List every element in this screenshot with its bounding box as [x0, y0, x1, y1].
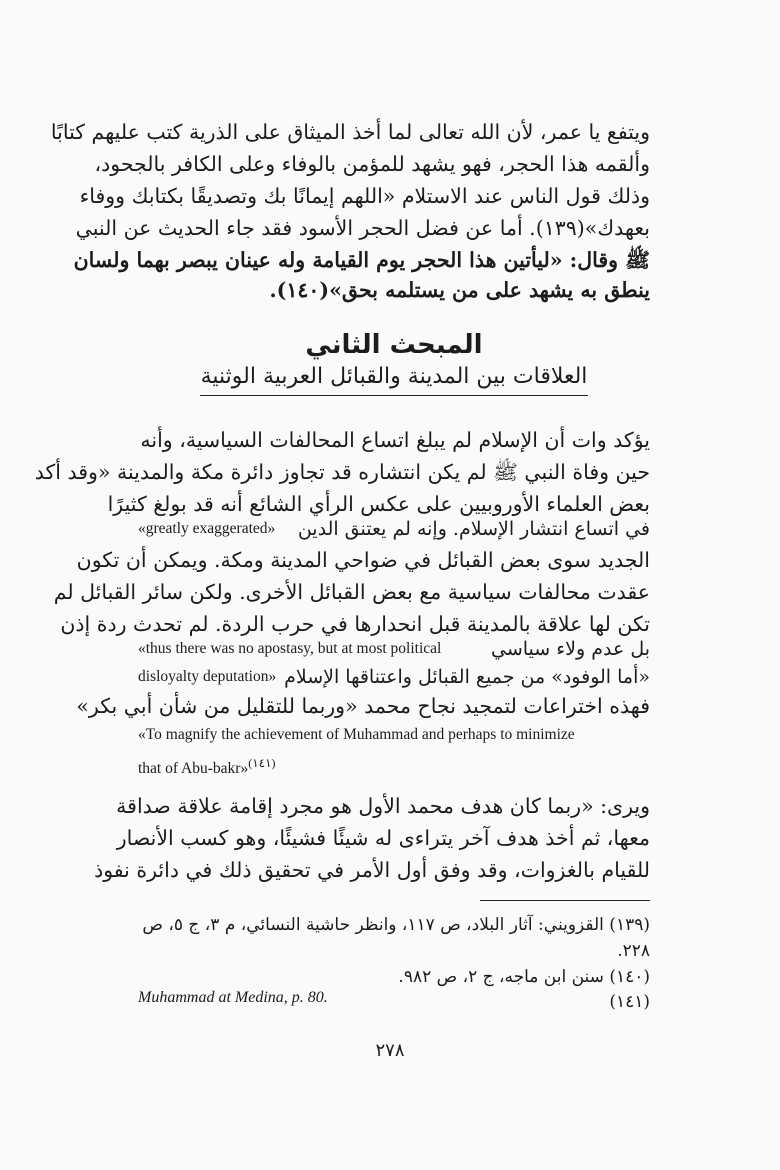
subtitle-underline [200, 395, 588, 396]
section-subtitle: العلاقات بين المدينة والقبائل العربية الوثنية [200, 364, 588, 389]
arabic-phrase: بل عدم ولاء سياسي [490, 638, 650, 660]
footnote-141-number: (١٤١) [609, 992, 650, 1012]
english-quote-line-2 [138, 752, 276, 780]
footnote-139-cont: ٢٢٨. [617, 941, 650, 961]
page-number: ٢٧٨ [375, 1040, 405, 1061]
para5-line-3: للقيام بالغزوات، وقد وفق أول الأمر في تحقيق ذلك في دائرة نفوذ [94, 858, 650, 882]
english-quote-text: that of Abu-bakr» [138, 760, 249, 778]
english-phrase: «greatly exaggerated» [138, 520, 276, 537]
footnote-ref-141: (١٤١) [248, 756, 276, 770]
english-phrase: disloyalty deputation» [138, 668, 277, 685]
para1-line-4: بعهدك»(١٣٩). أما عن فضل الحجر الأسود فقد جاء الحديث عن النبي [75, 216, 650, 240]
para1-line-2: وألقمه هذا الحجر، فهو يشهد للمؤمن بالوفاء وعلى الكافر بالجحود، [94, 152, 650, 176]
english-phrase: «thus there was no apostasy, but at most political [138, 640, 442, 657]
footnote-139: (١٣٩) القزويني: آثار البلاد، ص ١١٧، وانظر حاشية النسائي، م ٣، ج ٥، ص [142, 915, 650, 935]
para2-line-1: يؤكد وات أن الإسلام لم يبلغ اتساع المحالفات السياسية، وأنه [140, 428, 650, 452]
arabic-phrase: في اتساع انتشار الإسلام. وإنه لم يعتنق الدين [297, 518, 650, 540]
para3-line-1: الجديد سوى بعض القبائل في ضواحي المدينة ومكة. ويمكن أن تكون [76, 548, 650, 572]
para1-line-1: ويتفع يا عمر، لأن الله تعالى لما أخذ الميثاق على الذرية كتب عليهم كتابًا [50, 120, 650, 144]
para1-line-3: وذلك قول الناس عند الاستلام «اللهم إيمانًا بك وتصديقًا بكتابك ووفاء [79, 184, 650, 208]
footnote-140: (١٤٠) سنن ابن ماجه، ج ٢، ص ٩٨٢. [398, 967, 650, 987]
para4-line: فهذه اختراعات لتمجيد نجاح محمد «وربما للتقليل من شأن أبي بكر» [76, 694, 650, 718]
para1-line-5: ﷺ وقال: «ليأتين هذا الحجر يوم القيامة وله عينان يبصر بهما ولسان [73, 248, 650, 272]
english-quote-line-1: «To magnify the achievement of Muhammad and perhaps to minimize [138, 726, 575, 743]
para3-line-3: تكن لها علاقة بالمدينة قبل انحدارها في حرب الردة. لم تحدث ردة إذن [60, 612, 650, 636]
para3-line-2: عقدت محالفات سياسية مع بعض القبائل الأخرى. ولكن سائر القبائل لم [53, 580, 650, 604]
para5-line-2: معها، ثم أخذ هدف آخر يتراءى له شيئًا فشيئًا، وهو كسب الأنصار [116, 826, 650, 850]
section-title: المبحث الثاني [305, 330, 483, 360]
footnote-141-source: Muhammad at Medina, p. 80. [138, 989, 328, 1006]
para2-line-2: حين وفاة النبي ﷺ لم يكن انتشاره قد تجاوز دائرة مكة والمدينة «وقد أكد [34, 460, 650, 484]
para5-line-1: ويرى: «ربما كان هدف محمد الأول هو مجرد إقامة علاقة صداقة [116, 794, 650, 818]
para1-line-6: ينطق به يشهد على من يستلمه بحق»(١٤٠). [269, 278, 650, 302]
para2-line-3: بعض العلماء الأوروبيين على عكس الرأي الشائع أنه قد بولغ كثيرًا [107, 492, 650, 516]
footnote-separator [480, 900, 650, 901]
arabic-phrase: «أما الوفود» من جميع القبائل واعتناقها الإسلام [284, 666, 650, 688]
